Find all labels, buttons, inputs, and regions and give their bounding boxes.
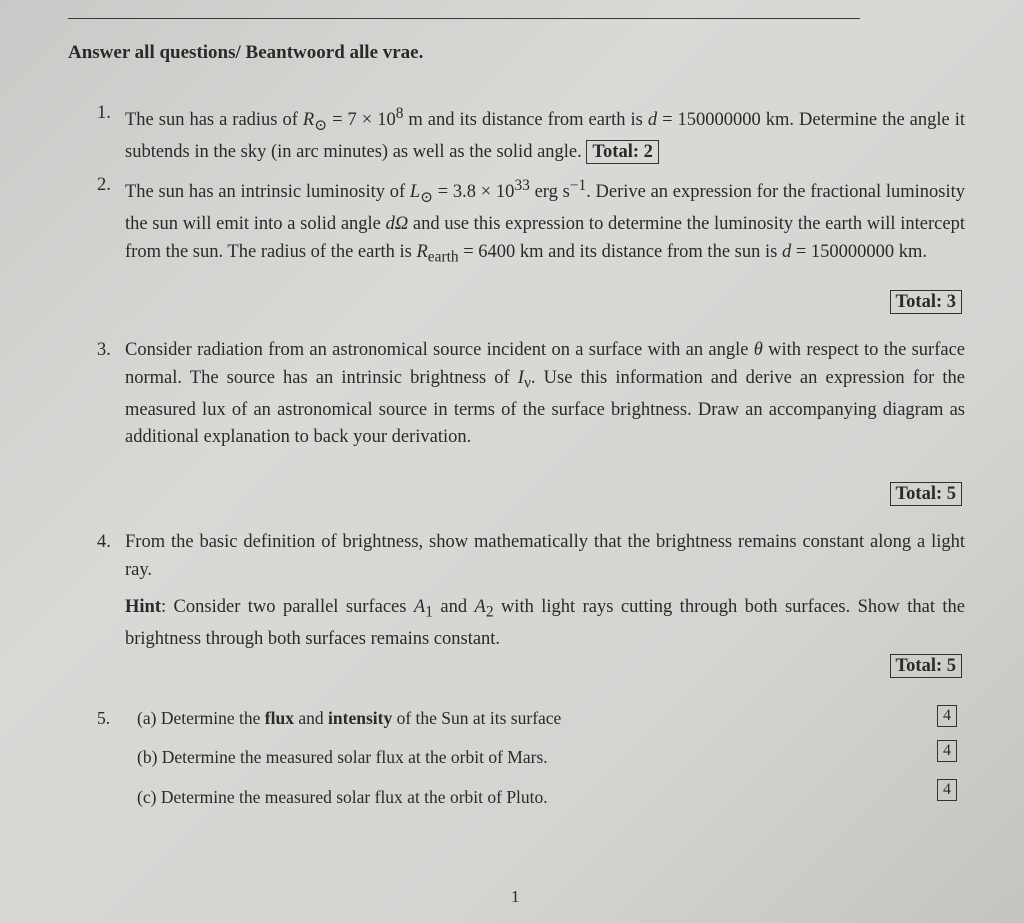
total-marks: Total: 2 — [586, 140, 658, 164]
question-number: 4. — [97, 532, 111, 552]
hint: Hint: Consider two parallel surfaces $A_1$ and $A_2$ with light rays cutting through both surfaces. Show that the brightness through both surfaces remains constant. — [125, 597, 965, 650]
question-number: 2. — [97, 175, 111, 195]
question-text: The sun has a radius of $R_⊙ = 7 \times 10^8$ m and its distance from earth is d = 150000000 km. Determine the angle it subtends in the sky (in arc minutes) as well as the solid angle. Total: 2 — [125, 105, 965, 163]
question-5 — [97, 708, 965, 808]
question-number: 5. — [97, 708, 111, 728]
total-marks: Total: 3 — [890, 290, 962, 314]
question-number: 3. — [97, 340, 111, 360]
question-5c: (c) Determine the measured solar flux at the orbit of Pluto. — [137, 787, 548, 807]
marks-box: 4 — [937, 740, 957, 762]
top-rule — [68, 18, 860, 19]
question-1 — [97, 100, 965, 167]
page-number: 1 — [511, 887, 520, 906]
marks-box: 4 — [937, 779, 957, 801]
question-text: From the basic definition of brightness, show mathematically that the brightness remains constant along a light ray. Hint: Consider two parallel surfaces $A_1$ and $A_2$ with light rays cutting through both surfaces. Show that the brightness through both surfaces remains constant. — [125, 529, 965, 654]
question-number: 1. — [97, 103, 111, 123]
total-marks: Total: 5 — [890, 654, 962, 678]
question-4 — [97, 529, 965, 654]
total-marks: Total: 5 — [890, 482, 962, 506]
question-text: Consider radiation from an astronomical source incident on a surface with an angle θ with respect to the surface normal. The source has an intrinsic brightness of $I_\nu$. Use this information and derive an expression for the measured lux of an astronomical source in terms of the surface brightness. Draw an accompanying diagram as additional explanation to back your derivation. — [125, 340, 965, 448]
page-heading: Answer all questions/ Beantwoord alle vrae. — [68, 42, 424, 63]
question-3 — [97, 337, 965, 452]
question-2 — [97, 172, 965, 271]
question-5a: (a) Determine the flux and intensity of the Sun at its surface — [137, 708, 562, 728]
marks-box: 4 — [937, 705, 957, 727]
question-5b: (b) Determine the measured solar flux at the orbit of Mars. — [137, 747, 548, 767]
question-text: The sun has an intrinsic luminosity of $L_⊙ = 3.8 \times 10^{33}$ erg $s^{-1}$. Derive an expression for the fractional luminosity the sun will emit into a solid angle dΩ and use this expression to determine the luminosity the earth will intercept from the sun. The radius of the earth is $R_{earth} = 6400$ km and its distance from the sun is d = 150000000 km. — [125, 177, 965, 266]
